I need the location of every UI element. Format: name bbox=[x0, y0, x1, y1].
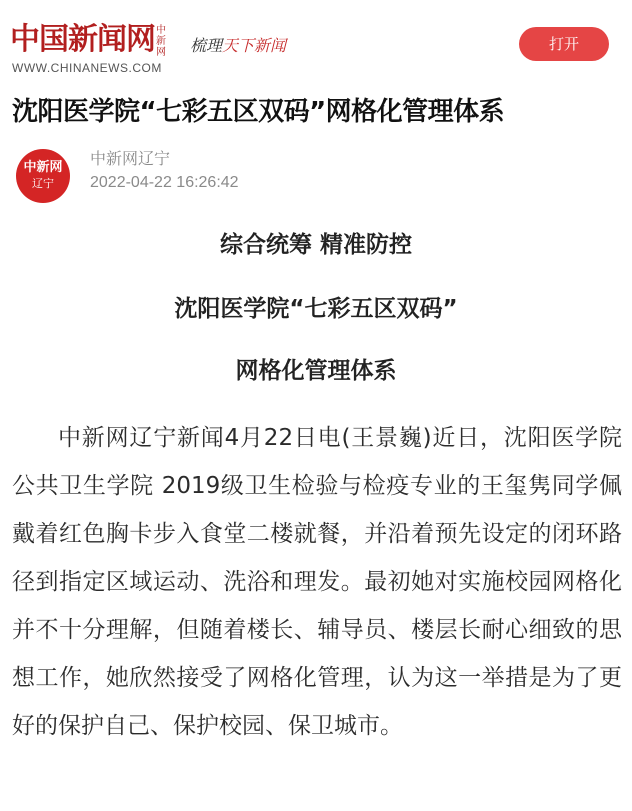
slogan-prefix: 梳理 bbox=[190, 36, 223, 55]
author-avatar[interactable] bbox=[16, 149, 70, 203]
logo-url: WWW.CHINANEWS.COM bbox=[12, 61, 162, 75]
avatar-line1: 中新网 bbox=[23, 160, 63, 175]
subhead-2: 沈阳医学院“七彩五区双码” bbox=[174, 296, 458, 322]
top-header bbox=[0, 0, 632, 86]
logo-side-text: 中新网 bbox=[156, 25, 166, 58]
subhead-3: 网格化管理体系 bbox=[235, 358, 397, 384]
chinanews-logo[interactable] bbox=[10, 22, 180, 78]
slogan-highlight: 天下新闻 bbox=[222, 36, 287, 55]
avatar-line2: 辽宁 bbox=[32, 177, 54, 190]
article-paragraph: 中新网辽宁新闻4月22日电(王景巍)近日，沈阳医学院公共卫生学院 2019级卫生检验与检疫专业的王玺隽同学佩戴着红色胸卡步入食堂二楼就餐，并沿着预先设定的闭环路径到指定区域运动、洗浴和理发。最初她对实施校园网格化并不十分理解，但随着楼长、辅导员、楼层长耐心细致的思想工作，她欣然接受了网格化管理，认为这一举措是为了更好的保护自己、保护校园、保卫城市。 bbox=[12, 425, 622, 739]
open-app-button[interactable]: 打开 bbox=[519, 27, 609, 61]
publish-time: 2022-04-22 16:26:42 bbox=[90, 174, 239, 191]
author-name[interactable]: 中新网辽宁 bbox=[90, 149, 171, 168]
slogan bbox=[190, 33, 286, 56]
subhead-1: 综合统筹 精准防控 bbox=[219, 232, 412, 258]
article-title: 沈阳医学院“七彩五区双码”网格化管理体系 bbox=[12, 97, 505, 127]
logo-wordmark: 中国新闻网 bbox=[10, 22, 155, 57]
